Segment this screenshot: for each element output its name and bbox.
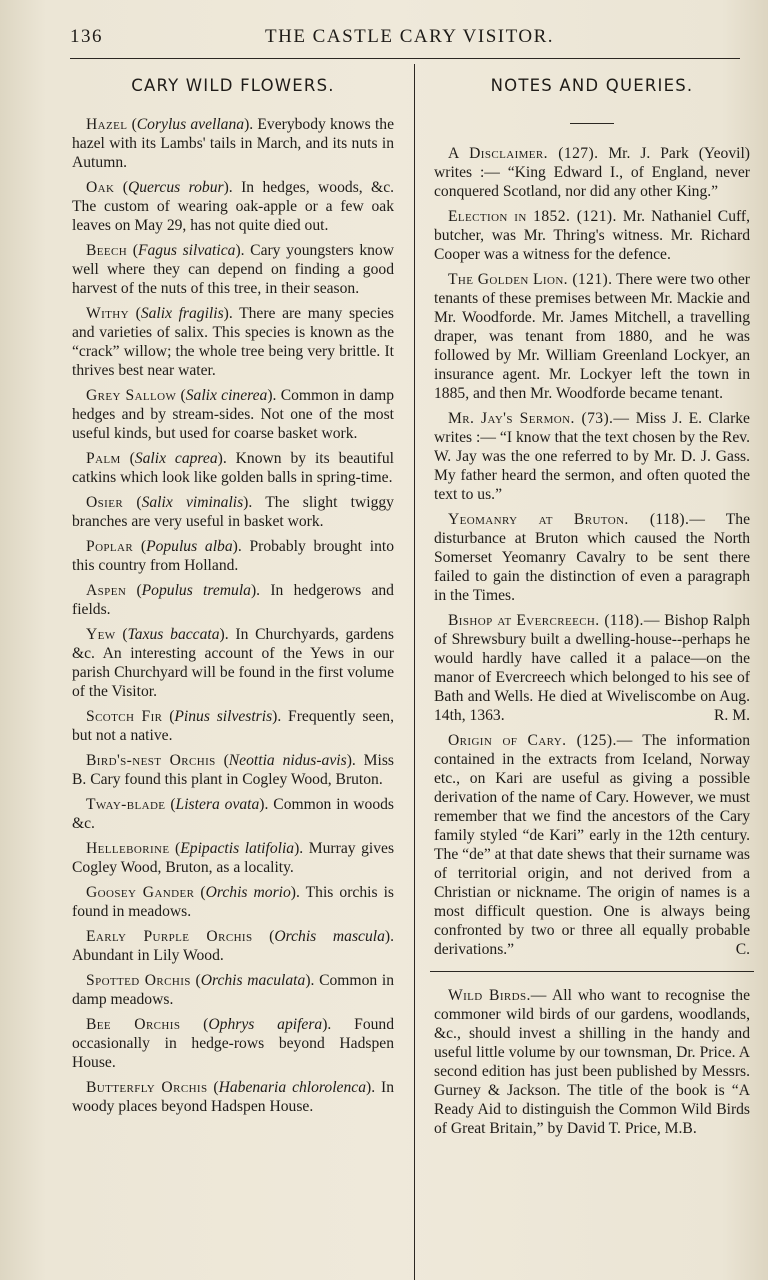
flower-entry: Bee Orchis (Ophrys apifera). Found occasionally in hedge-rows beyond Hadspen House. bbox=[72, 1016, 395, 1071]
note-entry bbox=[434, 270, 750, 403]
flower-description: In woody places beyond Hadspen House. bbox=[72, 1079, 395, 1115]
note-text: Mr. Nathaniel Cuff, butcher, was Mr. Thring's witness. Mr. Richard Cooper was a witness for the defence. bbox=[434, 208, 750, 263]
flower-latin-name: Taxus baccata bbox=[127, 626, 220, 643]
left-column bbox=[72, 64, 394, 1122]
running-title: THE CASTLE CARY VISITOR. bbox=[265, 26, 555, 47]
flower-name: Poplar bbox=[86, 538, 134, 555]
note-entry bbox=[434, 510, 750, 605]
flower-entry: Poplar (Populus alba). Probably brought into this country from Holland. bbox=[72, 538, 394, 574]
flower-latin-name: Populus tremula bbox=[141, 582, 251, 599]
header-rule bbox=[70, 58, 740, 59]
flower-entry: Tway-blade (Listera ovata). Common in woods &c. bbox=[72, 796, 394, 832]
wild-birds-heading: Wild Birds.— bbox=[448, 987, 547, 1004]
flower-latin-name: Orchis maculata bbox=[200, 972, 306, 989]
flower-entry: Spotted Orchis (Orchis maculata). Common in damp meadows. bbox=[72, 972, 394, 1008]
flower-latin-name: Orchis mascula bbox=[274, 928, 385, 945]
flower-entry: Withy (Salix fragilis). There are many species and varieties of salix. This species is known as the “crack” willow; the whole tree being very brittle. It thrives best near water. bbox=[72, 305, 394, 379]
flower-description: Common in damp meadows. bbox=[72, 972, 394, 1008]
flower-description: Probably brought into this country from Holland. bbox=[72, 538, 394, 574]
flower-name: Oak bbox=[86, 179, 115, 196]
flower-description: Common in damp hedges and by stream-sides. Not one of the most useful kinds, but used for coarse basket work. bbox=[72, 387, 394, 442]
flower-latin-name: Neottia nidus-avis bbox=[228, 752, 347, 769]
flower-description: There are many species and varieties of salix. This species is known as the “crack” willow; the whole tree being very brittle. It thrives best near water. bbox=[72, 305, 394, 379]
section-rule bbox=[430, 971, 754, 972]
flower-name: Withy bbox=[86, 305, 129, 322]
flower-latin-name: Pinus silvestris bbox=[174, 708, 273, 725]
flower-entry: Early Purple Orchis (Orchis mascula). Abundant in Lily Wood. bbox=[72, 928, 394, 964]
note-heading: Yeomanry at Bruton. (118).— bbox=[448, 511, 706, 528]
flower-name: Goosey Gander bbox=[86, 884, 195, 901]
flower-description: The slight twiggy branches are very useful in basket work. bbox=[72, 494, 394, 530]
flower-entry: Yew (Taxus baccata). In Churchyards, gardens &c. An interesting account of the Yews in our parish Churchyard will be found in the first volume of the Visitor. bbox=[72, 626, 394, 700]
flower-name: Beech bbox=[86, 242, 128, 259]
flower-latin-name: Salix fragilis bbox=[140, 305, 224, 322]
flower-latin-name: Listera ovata bbox=[175, 796, 260, 813]
note-signature: R. M. bbox=[714, 707, 750, 724]
flower-latin-name: Orchis morio bbox=[205, 884, 291, 901]
right-column bbox=[434, 64, 750, 1144]
note-heading: Mr. Jay's Sermon. (73).— bbox=[448, 410, 630, 427]
flower-description: Frequently seen, but not a native. bbox=[72, 708, 394, 744]
flower-description: In hedgerows and fields. bbox=[72, 582, 394, 618]
flower-name: Helleborine bbox=[86, 840, 170, 857]
right-column-title: NOTES AND QUERIES. bbox=[490, 76, 694, 95]
flower-name: Aspen bbox=[86, 582, 127, 599]
flower-latin-name: Quercus robur bbox=[127, 179, 224, 196]
title-rule bbox=[570, 123, 614, 124]
note-text: The disturbance at Bruton which caused the North Somerset Yeomanry Cavalry to be sent there failed to gain the distinction of even a paragraph in the Times. bbox=[434, 511, 750, 604]
flower-name: Early Purple Orchis bbox=[86, 928, 253, 945]
page-number: 136 bbox=[70, 26, 103, 47]
flower-description: Cary youngsters know well where they can depend on finding a good harvest of the nuts of this tree, in their season. bbox=[72, 242, 394, 297]
flower-latin-name: Salix viminalis bbox=[141, 494, 244, 511]
flower-description: Known by its beautiful catkins which look like golden balls in spring-time. bbox=[72, 450, 395, 486]
flower-name: Bee Orchis bbox=[86, 1016, 181, 1033]
flower-description: Everybody knows the hazel with its Lambs' tails in March, and its nuts in Autumn. bbox=[72, 116, 394, 171]
flower-name: Butterfly Orchis bbox=[86, 1079, 208, 1096]
note-text: Bishop Ralph of Shrewsbury built a dwelling-house--perhaps he would hardly have called it a palace—on the manor of Evercreech which belonged to his see of Bath and Wells. He died at Wiveliscombe on Aug. 14th, 1363. bbox=[434, 612, 751, 724]
flower-description: Found occasionally in hedge-rows beyond Hadspen House. bbox=[72, 1016, 395, 1071]
flower-name: Palm bbox=[86, 450, 121, 467]
flower-latin-name: Salix caprea bbox=[134, 450, 218, 467]
wild-birds-note bbox=[434, 986, 750, 1138]
note-heading: Origin of Cary. (125).— bbox=[448, 732, 633, 749]
column-divider bbox=[414, 64, 415, 1280]
flower-entry: Bird's-nest Orchis (Neottia nidus-avis). Miss B. Cary found this plant in Cogley Wood, Bruton. bbox=[72, 752, 394, 788]
flower-name: Hazel bbox=[86, 116, 128, 133]
flower-name: Spotted Orchis bbox=[86, 972, 191, 989]
flower-latin-name: Habenaria chlorolenca bbox=[218, 1079, 366, 1096]
flower-latin-name: Fagus silvatica bbox=[137, 242, 236, 259]
flower-description: Common in woods &c. bbox=[72, 796, 394, 832]
flower-name: Yew bbox=[86, 626, 116, 643]
flower-description: Murray gives Cogley Wood, Bruton, as a locality. bbox=[72, 840, 395, 876]
flower-latin-name: Ophrys apifera bbox=[208, 1016, 323, 1033]
flower-description: This orchis is found in meadows. bbox=[72, 884, 394, 920]
note-heading: Bishop at Evercreech. (118).— bbox=[448, 612, 660, 629]
flower-latin-name: Epipactis latifolia bbox=[180, 840, 295, 857]
note-text: Miss J. E. Clarke writes :— “I know that the text chosen by the Rev. W. Jay was the one referred to by Mr. D. J. Gass. My father heard the sermon, and often quoted the text to us.” bbox=[434, 410, 750, 503]
note-entry bbox=[434, 409, 750, 504]
note-entry bbox=[434, 731, 750, 959]
flower-name: Scotch Fir bbox=[86, 708, 163, 725]
flower-name: Tway-blade bbox=[86, 796, 166, 813]
flower-latin-name: Populus alba bbox=[146, 538, 233, 555]
page-header bbox=[70, 26, 738, 52]
note-heading: Election in 1852. (121). bbox=[448, 208, 617, 225]
note-text: There were two other tenants of these premises between Mr. Mackie and Mr. Woodforde. Mr. James Mitchell, a travelling draper, was tenant from 1880, and he was followed by Mr. William Greenland Lockyer, an insurance agent. Mr. Lockyer left the town in 1885, and then Mr. Woodforde became tenant. bbox=[434, 271, 750, 402]
note-text: Mr. J. Park (Yeovil) writes :— “King Edward I., of England, never conquered Scotland, nor did any other King.” bbox=[434, 145, 750, 200]
flower-entry: Hazel (Corylus avellana). Everybody knows the hazel with its Lambs' tails in March, and its nuts in Autumn. bbox=[72, 116, 394, 171]
flower-description: In hedges, woods, &c. The custom of wearing oak-apple or a few oak leaves on May 29, has not quite died out. bbox=[72, 179, 395, 234]
flower-latin-name: Salix cinerea bbox=[185, 387, 268, 404]
flower-entry: Grey Sallow (Salix cinerea). Common in damp hedges and by stream-sides. Not one of the most useful kinds, but used for coarse basket work. bbox=[72, 387, 394, 442]
flower-name: Bird's-nest Orchis bbox=[86, 752, 216, 769]
note-heading: A Disclaimer. (127). bbox=[448, 145, 599, 162]
flower-entry: Butterfly Orchis (Habenaria chlorolenca). In woody places beyond Hadspen House. bbox=[72, 1079, 395, 1115]
left-column-title: CARY WILD FLOWERS. bbox=[131, 76, 335, 95]
flower-description: Miss B. Cary found this plant in Cogley Wood, Bruton. bbox=[72, 752, 394, 788]
note-heading: The Golden Lion. (121). bbox=[448, 271, 613, 288]
flower-entry: Goosey Gander (Orchis morio). This orchis is found in meadows. bbox=[72, 884, 394, 920]
flower-entry: Beech (Fagus silvatica). Cary youngsters know well where they can depend on finding a good harvest of the nuts of this tree, in their season. bbox=[72, 242, 394, 297]
wild-birds-text: All who want to recognise the commoner wild birds of our gardens, woodlands, &c., should invest a shilling in the handy and useful little volume by our townsman, Dr. Price. A second edition has just been published by Messrs. Gurney & Jackson. The title of the book is “A Ready Aid to distinguish the Common Wild Birds of Great Britain,” by David T. Price, M.B. bbox=[434, 987, 751, 1137]
flower-entry: Scotch Fir (Pinus silvestris). Frequently seen, but not a native. bbox=[72, 708, 394, 744]
notes-list bbox=[434, 144, 750, 959]
note-signature: C. bbox=[735, 941, 750, 958]
flower-entry: Helleborine (Epipactis latifolia). Murray gives Cogley Wood, Bruton, as a locality. bbox=[72, 840, 395, 876]
flower-description: Abundant in Lily Wood. bbox=[72, 947, 224, 964]
note-entry bbox=[434, 611, 750, 725]
wild-flower-list bbox=[72, 115, 394, 1116]
flower-description: In Churchyards, gardens &c. An interesting account of the Yews in our parish Churchyard will be found in the first volume of the Visitor. bbox=[72, 626, 394, 700]
flower-name: Osier bbox=[86, 494, 124, 511]
flower-entry: Palm (Salix caprea). Known by its beautiful catkins which look like golden balls in spring-time. bbox=[72, 450, 395, 486]
flower-latin-name: Corylus avellana bbox=[136, 116, 245, 133]
flower-name: Grey Sallow bbox=[86, 387, 177, 404]
flower-entry: Oak (Quercus robur). In hedges, woods, &c. The custom of wearing oak-apple or a few oak leaves on May 29, has not quite died out. bbox=[72, 179, 395, 234]
flower-entry: Osier (Salix viminalis). The slight twiggy branches are very useful in basket work. bbox=[72, 494, 394, 530]
flower-entry: Aspen (Populus tremula). In hedgerows and fields. bbox=[72, 582, 394, 618]
note-entry bbox=[434, 144, 750, 201]
note-text: The information contained in the extracts from Iceland, Norway etc., on Kari are useful as giving a possible derivation of the name of Cary. However, we must remember that we find the ancestors of the Cary family styled “de Kari” early in the 12th century. The “de” at that date shews that their surname was of territorial origin, and not derived from a Christian or nickname. The origin of names is a most difficult question. One is always being confronted by two or three all equally probable derivations.” bbox=[434, 732, 750, 958]
note-entry bbox=[434, 207, 750, 264]
